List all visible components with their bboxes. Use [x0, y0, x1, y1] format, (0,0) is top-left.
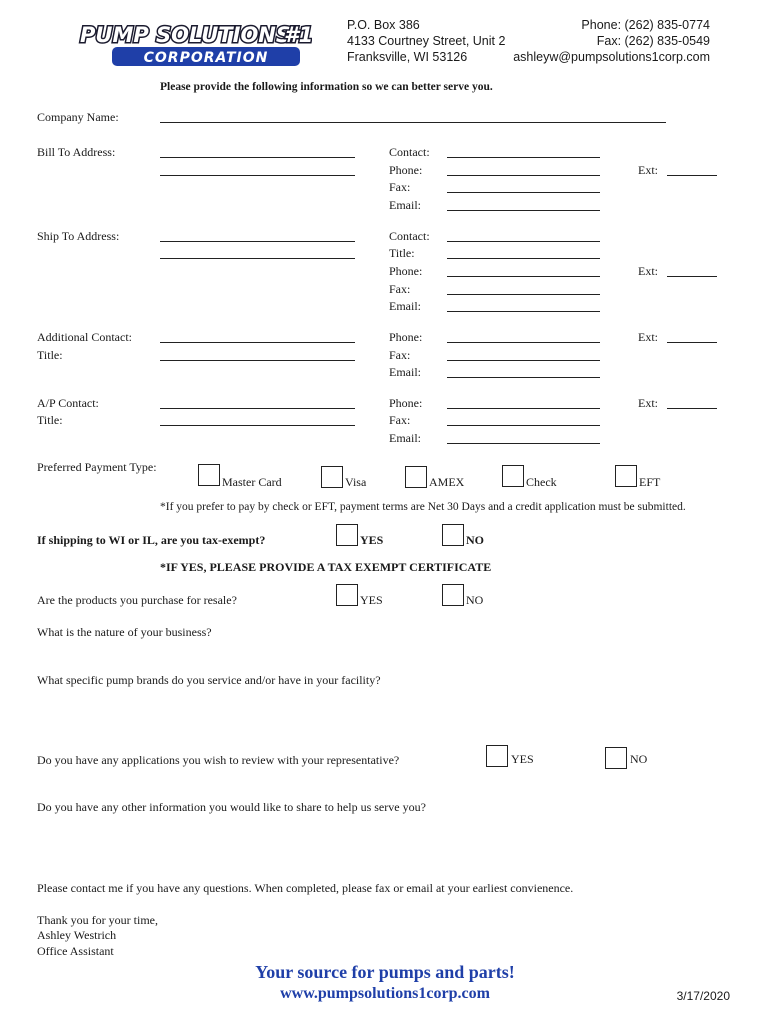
header-fax: Fax: (262) 835-0549	[596, 34, 710, 48]
bill-contact-field[interactable]	[447, 157, 600, 158]
ap-fax-field[interactable]	[447, 425, 600, 426]
ap-contact-field[interactable]	[160, 408, 355, 409]
ap-title-field[interactable]	[160, 425, 355, 426]
checkbox-tax-no[interactable]	[442, 524, 464, 546]
bill-contact-label: Contact:	[389, 145, 430, 159]
additional-ext-label: Ext:	[638, 330, 658, 344]
payment-terms-note: *If you prefer to pay by check or EFT, payment terms are Net 30 Days and a credit application must be submitted.	[160, 501, 686, 513]
applications-no-label: NO	[630, 752, 648, 766]
resale-no-label: NO	[466, 593, 484, 607]
payment-option-amex: AMEX	[429, 475, 465, 489]
ship-ext-field[interactable]	[667, 276, 717, 277]
company-logo	[78, 20, 312, 68]
tax-certificate-note: *IF YES, PLEASE PROVIDE A TAX EXEMPT CERTIFICATE	[160, 560, 492, 574]
additional-ext-field[interactable]	[667, 342, 717, 343]
checkbox-visa[interactable]	[321, 466, 343, 488]
company-name-field[interactable]	[160, 122, 666, 123]
checkbox-tax-yes[interactable]	[336, 524, 358, 546]
payment-option-check: Check	[526, 475, 557, 489]
ap-email-label: Email:	[389, 431, 421, 445]
signoff-title: Office Assistant	[37, 944, 114, 958]
resale-yes-label: YES	[360, 593, 383, 607]
checkbox-applications-no[interactable]	[605, 747, 627, 769]
company-name-label: Company Name:	[37, 110, 119, 124]
resale-question: Are the products you purchase for resale?	[37, 593, 237, 607]
intro-text: Please provide the following information so we can better serve you.	[160, 81, 493, 93]
bill-to-address-line-1[interactable]	[160, 157, 355, 158]
checkbox-eft[interactable]	[615, 465, 637, 487]
ship-to-address-line-2[interactable]	[160, 258, 355, 259]
bill-fax-field[interactable]	[447, 192, 600, 193]
bill-ext-field[interactable]	[667, 175, 717, 176]
ap-title-label: Title:	[37, 413, 63, 427]
payment-option-visa: Visa	[345, 475, 367, 489]
ap-phone-field[interactable]	[447, 408, 600, 409]
header-email[interactable]: ashleyw@pumpsolutions1corp.com	[513, 50, 710, 64]
logo-wordmark: PUMP SOLUTIONS	[80, 23, 291, 47]
address-line-1: P.O. Box 386	[347, 18, 420, 32]
logo-mark: #1	[284, 23, 312, 47]
ap-fax-label: Fax:	[389, 413, 411, 427]
ship-title-label: Title:	[389, 246, 415, 260]
footer-tagline: Your source for pumps and parts!	[255, 962, 515, 982]
payment-option-eft: EFT	[639, 475, 661, 489]
bill-fax-label: Fax:	[389, 180, 411, 194]
ship-phone-field[interactable]	[447, 276, 600, 277]
address-line-2: 4133 Courtney Street, Unit 2	[347, 34, 506, 48]
pump-brands-question: What specific pump brands do you service and/or have in your facility?	[37, 673, 381, 687]
additional-title-label: Title:	[37, 348, 63, 362]
ship-to-address-line-1[interactable]	[160, 241, 355, 242]
contact-note: Please contact me if you have any questions. When completed, please fax or email at your earliest convienence.	[37, 881, 574, 895]
additional-contact-label: Additional Contact:	[37, 330, 132, 344]
footer-date: 3/17/2020	[676, 989, 730, 1003]
bill-email-label: Email:	[389, 198, 421, 212]
additional-fax-field[interactable]	[447, 360, 600, 361]
bill-to-label: Bill To Address:	[37, 145, 116, 159]
ap-contact-label: A/P Contact:	[37, 396, 99, 410]
tax-no-label: NO	[466, 533, 484, 547]
business-nature-question: What is the nature of your business?	[37, 625, 212, 639]
checkbox-resale-no[interactable]	[442, 584, 464, 606]
applications-yes-label: YES	[511, 752, 534, 766]
signoff-thanks: Thank you for your time,	[37, 913, 158, 927]
bill-phone-label: Phone:	[389, 163, 423, 177]
ship-contact-field[interactable]	[447, 241, 600, 242]
additional-fax-label: Fax:	[389, 348, 411, 362]
ship-contact-label: Contact:	[389, 229, 430, 243]
ship-email-field[interactable]	[447, 311, 600, 312]
ship-fax-field[interactable]	[447, 294, 600, 295]
ship-email-label: Email:	[389, 299, 421, 313]
checkbox-check[interactable]	[502, 465, 524, 487]
additional-phone-field[interactable]	[447, 342, 600, 343]
ship-ext-label: Ext:	[638, 264, 658, 278]
ap-ext-field[interactable]	[667, 408, 717, 409]
additional-email-field[interactable]	[447, 377, 600, 378]
additional-title-field[interactable]	[160, 360, 355, 361]
tax-yes-label: YES	[360, 533, 384, 547]
bill-to-address-line-2[interactable]	[160, 175, 355, 176]
ship-fax-label: Fax:	[389, 282, 411, 296]
additional-contact-field[interactable]	[160, 342, 355, 343]
checkbox-master-card[interactable]	[198, 464, 220, 486]
checkbox-resale-yes[interactable]	[336, 584, 358, 606]
payment-type-label: Preferred Payment Type:	[37, 460, 157, 474]
additional-email-label: Email:	[389, 365, 421, 379]
ap-email-field[interactable]	[447, 443, 600, 444]
ship-phone-label: Phone:	[389, 264, 423, 278]
header-phone: Phone: (262) 835-0774	[581, 18, 710, 32]
address-line-3: Franksville, WI 53126	[347, 50, 468, 64]
ship-to-label: Ship To Address:	[37, 229, 120, 243]
checkbox-amex[interactable]	[405, 466, 427, 488]
signoff-name: Ashley Westrich	[37, 928, 117, 942]
ap-phone-label: Phone:	[389, 396, 423, 410]
other-info-question: Do you have any other information you would like to share to help us serve you?	[37, 800, 426, 814]
bill-phone-field[interactable]	[447, 175, 600, 176]
ap-ext-label: Ext:	[638, 396, 658, 410]
bill-email-field[interactable]	[447, 210, 600, 211]
payment-option-master-card: Master Card	[222, 475, 282, 489]
footer-website[interactable]: www.pumpsolutions1corp.com	[280, 985, 490, 1002]
tax-exempt-question: If shipping to WI or IL, are you tax-exempt?	[37, 533, 266, 547]
checkbox-applications-yes[interactable]	[486, 745, 508, 767]
additional-phone-label: Phone:	[389, 330, 423, 344]
bill-ext-label: Ext:	[638, 163, 658, 177]
ship-title-field[interactable]	[447, 258, 600, 259]
logo-subtitle: CORPORATION	[143, 50, 269, 66]
applications-question: Do you have any applications you wish to review with your representative?	[37, 753, 400, 767]
